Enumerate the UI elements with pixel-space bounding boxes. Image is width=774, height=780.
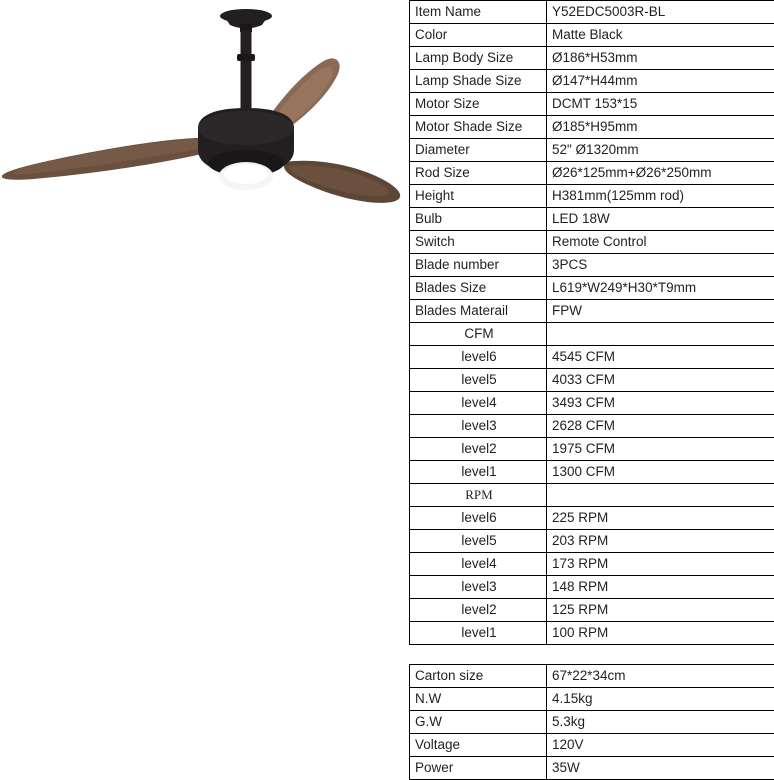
table-row <box>410 369 774 392</box>
spec-value: LED 18W <box>547 208 774 231</box>
table-row <box>410 208 774 231</box>
spec-label: level6 <box>410 346 547 369</box>
table-row <box>410 93 774 116</box>
spec-label: Rod Size <box>410 162 547 185</box>
spec-label: Bulb <box>410 208 547 231</box>
table-row <box>410 711 774 734</box>
spec-table-body <box>410 1 774 780</box>
spec-label: level2 <box>410 438 547 461</box>
table-row-rpm-header <box>410 484 774 507</box>
table-row <box>410 70 774 93</box>
spec-label: level6 <box>410 507 547 530</box>
spacer-cell <box>410 645 547 665</box>
spec-label: Lamp Body Size <box>410 47 547 70</box>
spec-value: Matte Black <box>547 24 774 47</box>
table-row <box>410 622 774 645</box>
spec-value: Ø147*H44mm <box>547 70 774 93</box>
spec-label: Color <box>410 24 547 47</box>
spec-value: 100 RPM <box>547 622 774 645</box>
spec-label: Blades Materail <box>410 300 547 323</box>
table-spacer-row <box>410 645 774 665</box>
spec-value: 125 RPM <box>547 599 774 622</box>
table-row <box>410 346 774 369</box>
table-row <box>410 162 774 185</box>
spec-value: 1975 CFM <box>547 438 774 461</box>
table-row <box>410 757 774 780</box>
spec-value: FPW <box>547 300 774 323</box>
table-row <box>410 300 774 323</box>
table-row <box>410 47 774 70</box>
spec-value: Ø185*H95mm <box>547 116 774 139</box>
spec-label: level5 <box>410 369 547 392</box>
spec-value: 5.3kg <box>547 711 774 734</box>
spec-label: level1 <box>410 622 547 645</box>
spec-value: 67*22*34cm <box>547 665 774 688</box>
spec-value: Ø186*H53mm <box>547 47 774 70</box>
table-row <box>410 415 774 438</box>
table-row <box>410 665 774 688</box>
ceiling-fan-illustration <box>0 0 409 250</box>
spec-label: Voltage <box>410 734 547 757</box>
spec-label: N.W <box>410 688 547 711</box>
spec-label: Diameter <box>410 139 547 162</box>
spec-value: 203 RPM <box>547 530 774 553</box>
table-row <box>410 461 774 484</box>
table-row <box>410 116 774 139</box>
table-row <box>410 734 774 757</box>
table-row <box>410 599 774 622</box>
spec-value: 35W <box>547 757 774 780</box>
spec-value: H381mm(125mm rod) <box>547 185 774 208</box>
spec-value: DCMT 153*15 <box>547 93 774 116</box>
spec-value: 3493 CFM <box>547 392 774 415</box>
rpm-header-label: RPM <box>410 484 547 507</box>
table-row <box>410 24 774 47</box>
table-row <box>410 1 774 24</box>
spec-label: level4 <box>410 392 547 415</box>
table-row <box>410 254 774 277</box>
spec-value: Ø26*125mm+Ø26*250mm <box>547 162 774 185</box>
spec-value: 173 RPM <box>547 553 774 576</box>
spec-value: Y52EDC5003R-BL <box>547 1 774 24</box>
table-row <box>410 507 774 530</box>
table-row <box>410 530 774 553</box>
spec-label: level2 <box>410 599 547 622</box>
spacer-cell <box>547 645 774 665</box>
spec-label: Blade number <box>410 254 547 277</box>
spec-label: level3 <box>410 415 547 438</box>
table-row <box>410 688 774 711</box>
spec-value: 225 RPM <box>547 507 774 530</box>
table-row <box>410 185 774 208</box>
rpm-header-value <box>547 484 774 507</box>
spec-label: level4 <box>410 553 547 576</box>
spec-label: Item Name <box>410 1 547 24</box>
table-row-cfm-header <box>410 323 774 346</box>
spec-value: 1300 CFM <box>547 461 774 484</box>
spec-label: level3 <box>410 576 547 599</box>
spec-value: 148 RPM <box>547 576 774 599</box>
spec-value: 3PCS <box>547 254 774 277</box>
spec-label: Motor Size <box>410 93 547 116</box>
spec-value: 2628 CFM <box>547 415 774 438</box>
spec-value: 52" Ø1320mm <box>547 139 774 162</box>
cfm-header-label: CFM <box>410 323 547 346</box>
spec-value: 4033 CFM <box>547 369 774 392</box>
spec-value: 4.15kg <box>547 688 774 711</box>
spec-value: L619*W249*H30*T9mm <box>547 277 774 300</box>
table-row <box>410 438 774 461</box>
spec-label: Height <box>410 185 547 208</box>
spec-value: Remote Control <box>547 231 774 254</box>
specification-table <box>409 0 774 780</box>
spec-label: Lamp Shade Size <box>410 70 547 93</box>
spec-label: G.W <box>410 711 547 734</box>
table-row <box>410 553 774 576</box>
spec-label: Blades Size <box>410 277 547 300</box>
table-row <box>410 231 774 254</box>
spec-value: 120V <box>547 734 774 757</box>
table-row <box>410 139 774 162</box>
cfm-header-value <box>547 323 774 346</box>
spec-value: 4545 CFM <box>547 346 774 369</box>
spec-label: level5 <box>410 530 547 553</box>
spec-label: level1 <box>410 461 547 484</box>
spec-label: Switch <box>410 231 547 254</box>
table-row <box>410 277 774 300</box>
spec-label: Power <box>410 757 547 780</box>
table-row <box>410 576 774 599</box>
table-row <box>410 392 774 415</box>
spec-label: Motor Shade Size <box>410 116 547 139</box>
ceiling-fan-svg <box>0 0 409 250</box>
spec-label: Carton size <box>410 665 547 688</box>
